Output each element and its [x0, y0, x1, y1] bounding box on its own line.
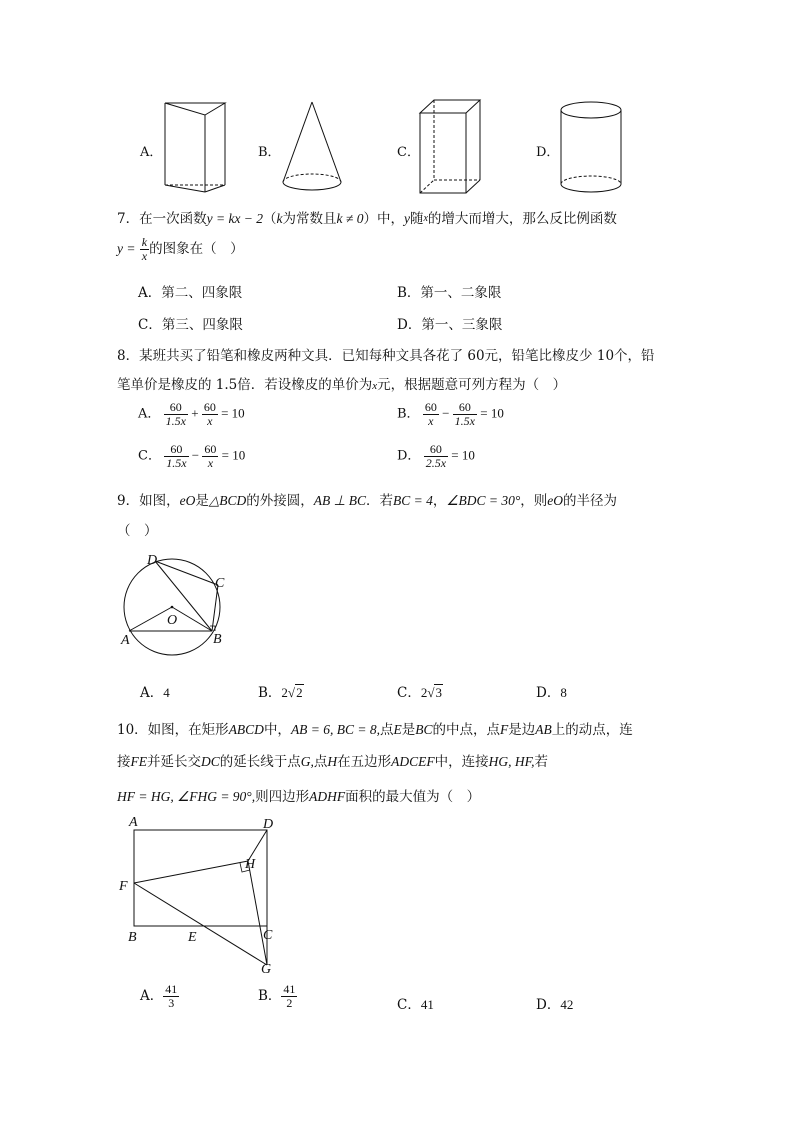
triangular-prism-icon [160, 100, 230, 195]
q7-stem-line1: 7．在一次函数y = kx − 2（k为常数且k ≠ 0）中，y随x的增大而增大，那么反比例函数 [117, 211, 617, 227]
q10-option-a[interactable]: A． $\frac{41}{3}$ [140, 982, 178, 1010]
q6-option-c-letter[interactable]: C． [397, 145, 420, 160]
q10-rectangle-figure [115, 810, 285, 980]
q6-option-b-letter[interactable]: B． [258, 145, 281, 160]
q10-stem-line3: HF = HG, ∠FHG = 90°,则四边形ADHF面积的最大值为（ ） [117, 789, 481, 805]
label-c: C [215, 576, 225, 591]
q9-circle-figure [115, 548, 235, 658]
q10-option-b[interactable]: B． $\frac{41}{2}$ [258, 982, 296, 1010]
q8-option-b[interactable]: B． $\frac{60}{x}$ − $\frac{60}{1.5x}$ = 10 [397, 400, 504, 428]
q9-option-d[interactable]: D．8 [536, 685, 567, 701]
q8-stem-line1: 8．某班共买了铅笔和橡皮两种文具．已知每种文具各花了 60元，铅笔比橡皮少 10个，铅 [117, 348, 655, 364]
q10-option-d[interactable]: D．42 [536, 997, 574, 1013]
q8-stem-line2: 笔单价是橡皮的 1.5倍．若设橡皮的单价为x元，根据题意可列方程为（ ） [117, 377, 567, 393]
q7-option-c[interactable]: C．第三、四象限 [138, 317, 243, 333]
q7-option-a[interactable]: A．第二、四象限 [138, 285, 243, 301]
segment-ob [172, 607, 212, 631]
q7-fraction: $\frac{k}{x}$ [141, 235, 148, 263]
label-b: B [213, 632, 222, 647]
rectangular-prism-icon [418, 98, 483, 196]
label-h: H [245, 857, 256, 872]
cylinder-icon [558, 100, 624, 196]
q7-stem-line2: y = $\frac{k}{x}$ 的图象在（ ） [117, 235, 244, 263]
q10-option-c[interactable]: C．41 [397, 997, 434, 1013]
q8-option-c[interactable]: C． $\frac{60}{1.5x}$ − $\frac{60}{x}$ = 10 [138, 442, 246, 470]
label-b: B [128, 930, 137, 945]
label-o: O [167, 613, 178, 628]
q7-option-b[interactable]: B．第一、二象限 [397, 285, 502, 301]
label-e: E [188, 930, 197, 945]
q9-option-a[interactable]: A．4 [140, 685, 170, 701]
q10-stem-line1: 10．如图，在矩形ABCD中，AB = 6, BC = 8,点E是BC的中点，点F是边AB上的动点，连 [117, 722, 633, 738]
label-g: G [261, 962, 272, 977]
q8-option-d[interactable]: D． $\frac{60}{2.5x}$ = 10 [397, 442, 475, 470]
q7-option-d[interactable]: D．第一、三象限 [397, 317, 503, 333]
label-c: C [263, 928, 273, 943]
cone-icon [280, 100, 345, 195]
q8-option-a[interactable]: A． $\frac{60}{1.5x}$ + $\frac{60}{x}$ = 10 [138, 400, 245, 428]
segment-fg [134, 883, 267, 965]
label-d: D [147, 553, 158, 568]
label-a: A [129, 815, 138, 830]
q9-option-b[interactable]: B．2√2 [258, 685, 303, 701]
segment-ao [129, 607, 172, 631]
q9-option-c[interactable]: C．2√3 [397, 685, 442, 701]
q6-option-d-letter[interactable]: D． [536, 145, 560, 160]
rectangle-abcd [134, 830, 267, 926]
q10-stem-line2: 接FE并延长交DC的延长线于点G,点H在五边形ADCEF中，连接HG, HF,若 [117, 754, 549, 770]
q9-stem-line1: 9．如图，eO是△BCD的外接圆，AB ⊥ BC．若BC = 4，∠BDC = 30°，则eO的半径为 [117, 493, 617, 509]
segment-fh [134, 861, 248, 883]
label-f: F [119, 879, 128, 894]
q9-stem-line2: （ ） [117, 523, 158, 539]
segment-hg [248, 861, 267, 965]
label-a: A [121, 633, 130, 648]
label-d: D [263, 817, 274, 832]
q6-option-a-letter[interactable]: A． [140, 145, 163, 160]
